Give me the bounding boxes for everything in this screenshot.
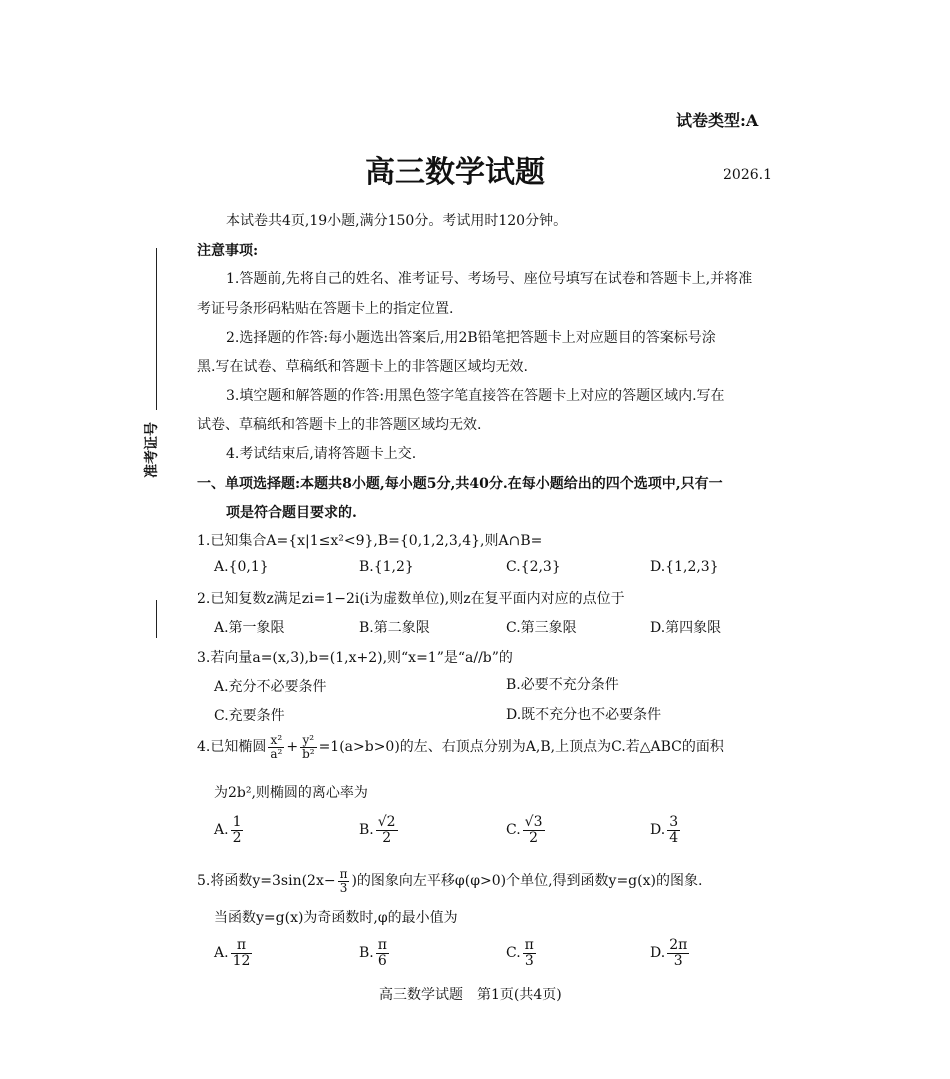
question-1-stem: 1.已知集合A={x|1≤x²<9},B={0,1,2,3,4},则A∩B= bbox=[197, 533, 543, 549]
q1-option-b: B.{1,2} bbox=[359, 559, 414, 575]
page-title: 高三数学试题 bbox=[365, 155, 545, 190]
notice-item-1-cont: 考证号条形码粘贴在答题卡上的指定位置. bbox=[197, 301, 454, 317]
q4-option-b: B. $\frac{√2}{2}$ bbox=[359, 814, 396, 846]
q3-option-a: A.充分不必要条件 bbox=[214, 679, 327, 695]
notice-item-1: 1.答题前,先将自己的姓名、准考证号、考场号、座位号填写在试卷和答题卡上,并将准 bbox=[226, 271, 753, 287]
binding-line-top bbox=[156, 248, 157, 410]
paper-type: 试卷类型:A bbox=[676, 111, 759, 130]
question-5-stem-cont: 当函数y=g(x)为奇函数时,φ的最小值为 bbox=[214, 910, 458, 926]
fraction-x2-a2: $\frac{\text{x²}}{\text{a²}}$ bbox=[270, 733, 283, 761]
notice-item-2-cont: 黑.写在试卷、草稿纸和答题卡上的非答题区域均无效. bbox=[197, 359, 528, 375]
q5-option-b: B. $\frac{\pi}{6}$ bbox=[359, 937, 387, 969]
q2-option-d: D.第四象限 bbox=[650, 620, 722, 636]
q4-option-a: A. $\frac{1}{2}$ bbox=[214, 814, 242, 846]
q3-option-d: D.既不充分也不必要条件 bbox=[506, 707, 662, 723]
fraction-y2-b2: $\frac{\text{y²}}{\text{b²}}$ bbox=[302, 733, 315, 761]
question-4-stem-cont: 为2b²,则椭圆的离心率为 bbox=[214, 785, 368, 801]
q1-option-c: C.{2,3} bbox=[506, 559, 561, 575]
binding-line-bottom bbox=[156, 600, 157, 638]
fraction-pi-3: $\frac{\pi}{3}$ bbox=[339, 867, 348, 895]
intro-text: 本试卷共4页,19小题,满分150分。考试用时120分钟。 bbox=[226, 213, 568, 229]
notice-item-4: 4.考试结束后,请将答题卡上交. bbox=[226, 446, 417, 462]
q2-option-b: B.第二象限 bbox=[359, 620, 430, 636]
q2-option-a: A.第一象限 bbox=[214, 620, 285, 636]
q5-option-c: C. $\frac{\pi}{3}$ bbox=[506, 937, 534, 969]
q5-option-a: A. $\frac{\pi}{12}$ bbox=[214, 937, 251, 969]
section-heading-cont: 项是符合题目要求的. bbox=[226, 505, 357, 521]
side-label: 准考证号 bbox=[144, 422, 160, 478]
question-5-stem: 5.将函数y=3sin(2x− $\frac{\pi}{3}$ )的图象向左平移φ(φ>0)个单位,得到函数y=g(x)的图象. bbox=[197, 867, 703, 895]
q5-option-d: D. $\frac{2\pi}{3}$ bbox=[650, 937, 688, 969]
question-2-stem: 2.已知复数z满足zi=1−2i(i为虚数单位),则z在复平面内对应的点位于 bbox=[197, 591, 625, 607]
q3-option-b: B.必要不充分条件 bbox=[506, 677, 619, 693]
q4-option-c: C. $\frac{√3}{2}$ bbox=[506, 814, 543, 846]
q2-option-c: C.第三象限 bbox=[506, 620, 577, 636]
section-heading: 一、单项选择题:本题共8小题,每小题5分,共40分.在每小题给出的四个选项中,只有一 bbox=[197, 476, 723, 492]
page-footer: 高三数学试题 第1页(共4页) bbox=[379, 987, 562, 1003]
notice-item-2: 2.选择题的作答:每小题选出答案后,用2B铅笔把答题卡上对应题目的答案标号涂 bbox=[226, 330, 716, 346]
q3-option-c: C.充要条件 bbox=[214, 708, 285, 724]
question-4-stem: 4.已知椭圆 $\frac{\text{x²}}{\text{a²}}$ + $\frac{\text{y²}}{\text{b²}}$ =1(a>b>0)的左、右顶点分别为A,B,上顶点为C.若△ABC的面积 bbox=[197, 733, 724, 761]
notice-item-3: 3.填空题和解答题的作答:用黑色签字笔直接答在答题卡上对应的答题区域内.写在 bbox=[226, 388, 725, 404]
exam-date: 2026.1 bbox=[723, 167, 772, 183]
question-3-stem: 3.若向量a=(x,3),b=(1,x+2),则“x=1”是“a//b”的 bbox=[197, 650, 513, 666]
notice-heading: 注意事项: bbox=[197, 243, 259, 259]
q1-option-a: A.{0,1} bbox=[214, 559, 269, 575]
q4-option-d: D. $\frac{3}{4}$ bbox=[650, 814, 679, 846]
q1-option-d: D.{1,2,3} bbox=[650, 559, 719, 575]
notice-item-3-cont: 试卷、草稿纸和答题卡上的非答题区域均无效. bbox=[197, 417, 482, 433]
